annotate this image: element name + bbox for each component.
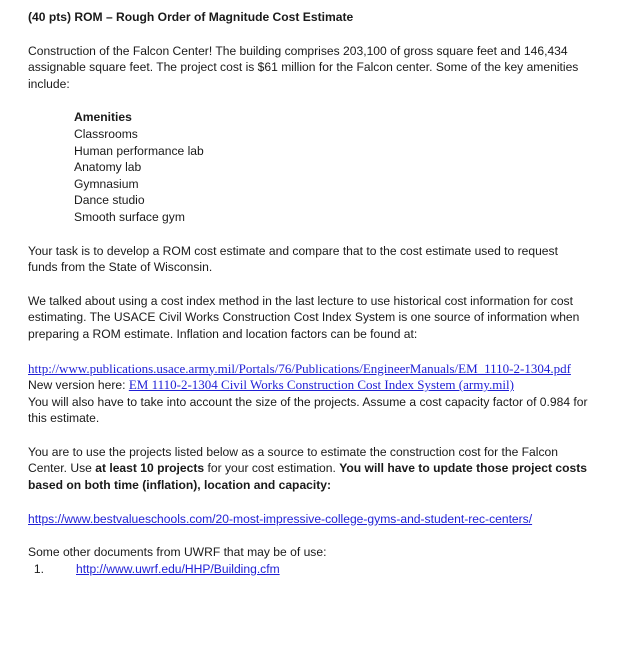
task-paragraph: Your task is to develop a ROM cost estimate and compare that to the cost estimate used to request funds from the State of Wisconsin.: [28, 243, 558, 275]
amenities-heading: Amenities: [74, 110, 132, 125]
method-paragraph: We talked about using a cost index method in the last lecture to use historical cost information for cost estimating. The USACE Civil Works Construction Cost Index System is one source of information when preparing a ROM estimate. Inflation and location factors can be found at:: [28, 293, 580, 341]
amenity-item: Smooth surface gym: [74, 209, 185, 224]
amenities-list: [74, 109, 588, 225]
bestvalue-link[interactable]: https://www.bestvalueschools.com/20-most-impressive-college-gyms-and-student-rec-centers/: [28, 511, 533, 526]
projects-bold-1: at least 10 projects: [95, 461, 205, 476]
projects-bold-2: You will have to update those project costs based on both time (inflation), location and capacity:: [28, 461, 587, 493]
list-number: 1.: [33, 561, 44, 576]
new-version-link[interactable]: EM 1110-2-1304 Civil Works Construction Cost Index System (army.mil): [128, 377, 514, 393]
document: [28, 9, 588, 577]
amenity-item: Classrooms: [74, 126, 138, 141]
amenity-item: Gymnasium: [74, 176, 139, 191]
page-title: (40 pts) ROM – Rough Order of Magnitude Cost Estimate: [28, 10, 354, 24]
bestvalue-line: [28, 511, 588, 528]
links-block: [28, 361, 588, 427]
amenity-item: Human performance lab: [74, 143, 204, 158]
size-note: You will also have to take into account the size of the projects. Assume a cost capacity factor of 0.984 for this estimate.: [28, 394, 588, 426]
amenity-item: Anatomy lab: [74, 160, 142, 175]
projects-text-1: You are to use the projects listed below as a source to estimate the construction cost for the Falcon Center. Use: [28, 444, 558, 476]
intro-paragraph: Construction of the Falcon Center! The building comprises 203,100 of gross square feet and 146,434 assignable square feet. The project cost is $61 million for the Falcon center. Some of the key amenities include:: [28, 43, 579, 91]
other-docs-intro: Some other documents from UWRF that may be of use:: [28, 545, 327, 560]
new-version-label: New version here:: [28, 378, 129, 393]
list-item: [28, 561, 588, 578]
usace-pdf-link[interactable]: http://www.publications.usace.army.mil/Portals/76/Publications/EngineerManuals/EM_1110-2-1304.pdf: [28, 360, 571, 376]
projects-text-2: for your cost estimation.: [204, 461, 340, 476]
amenity-item: Dance studio: [74, 193, 145, 208]
uwrf-building-link[interactable]: http://www.uwrf.edu/HHP/Building.cfm: [76, 561, 280, 576]
projects-paragraph: [28, 444, 588, 494]
other-docs-list: [28, 561, 588, 578]
